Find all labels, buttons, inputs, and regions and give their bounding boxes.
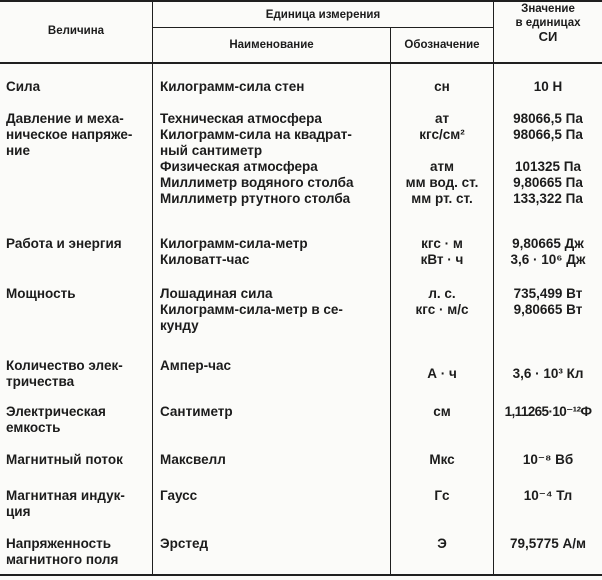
row-quantity xyxy=(6,488,125,520)
table-bottom-rule xyxy=(0,574,602,576)
quantity-line: ническое напряже- xyxy=(6,127,133,142)
unit-name-line: Килограмм-сила стен xyxy=(160,79,305,94)
quantity-line: Количество элек- xyxy=(6,358,123,373)
row-si-value xyxy=(494,236,602,268)
row-unit-name xyxy=(160,79,304,95)
si-value-line: 98066,5 Па xyxy=(513,111,583,126)
unit-name-line: Техническая атмосфера xyxy=(160,111,322,126)
quantity-line: Работа и энергия xyxy=(6,236,122,251)
quantity-line: магнитного поля xyxy=(6,552,119,567)
header-bottom-rule xyxy=(0,62,602,64)
quantity-line: Магнитный поток xyxy=(6,452,123,467)
row-unit-symbol xyxy=(391,286,493,318)
row-si-value: 79,5775 А/м xyxy=(509,536,587,551)
si-value-line: 133,322 Па xyxy=(513,191,583,206)
si-value-line: 101325 Па xyxy=(514,159,581,174)
si-value-line xyxy=(494,143,602,159)
unit-name-line: Максвелл xyxy=(160,452,226,467)
unit-symbol-line: кгс · м/с xyxy=(415,302,469,317)
unit-name-line: Килограмм-сила-метр xyxy=(160,236,308,251)
unit-name-line: Лошадиная сила xyxy=(160,286,273,301)
header-si-line-3: СИ xyxy=(538,29,558,44)
header-unit: Единица измерения xyxy=(265,9,381,21)
unit-symbol-line: кгс · м xyxy=(421,236,463,251)
row-quantity xyxy=(6,536,118,568)
si-value-line: 9,80665 Вт xyxy=(513,302,583,317)
row-quantity xyxy=(6,286,76,302)
header-si-line-2: в единицах xyxy=(515,17,581,29)
row-si-value: 10⁻⁸ Вб xyxy=(522,452,574,467)
row-unit-name xyxy=(160,111,354,207)
row-unit-symbol xyxy=(391,111,493,207)
unit-name-line: кунду xyxy=(160,318,199,333)
quantity-line: Сила xyxy=(6,79,41,94)
header-quantity: Величина xyxy=(47,25,105,37)
row-unit-symbol: сн xyxy=(434,79,450,94)
quantity-line: емкость xyxy=(6,420,61,435)
unit-name-line: Сантиметр xyxy=(160,404,233,419)
row-quantity xyxy=(6,111,132,159)
unit-name-line: Гаусс xyxy=(160,488,198,503)
row-quantity xyxy=(6,236,122,252)
row-si-value xyxy=(494,286,602,318)
row-si-value: 1,11265·10⁻¹²Ф xyxy=(504,404,592,419)
header-unit-name: Наименование xyxy=(229,39,314,51)
row-unit-symbol: Э xyxy=(437,536,447,551)
quantity-line: тричества xyxy=(6,374,75,389)
unit-name-line: Киловатт-час xyxy=(160,252,250,267)
unit-symbol-line: мм вод. ст. xyxy=(405,175,479,190)
row-unit-name xyxy=(160,236,308,268)
row-unit-name xyxy=(160,452,226,468)
row-unit-symbol: А · ч xyxy=(427,366,457,381)
unit-symbol-line xyxy=(391,143,493,159)
quantity-line: ние xyxy=(6,143,30,158)
quantity-line: Напряженность xyxy=(6,536,112,551)
unit-symbol-line: мм рт. ст. xyxy=(411,191,473,206)
unit-symbol-line: кгс/см² xyxy=(419,127,465,142)
quantity-line: Мощность xyxy=(6,286,76,301)
row-quantity xyxy=(6,404,106,436)
quantity-line: Давление и меха- xyxy=(6,111,124,126)
row-unit-name xyxy=(160,488,197,504)
unit-name-line: Ампер-час xyxy=(160,358,231,373)
row-unit-symbol: Гс xyxy=(434,488,450,503)
quantity-line: Магнитная индук- xyxy=(6,488,125,503)
row-unit-name xyxy=(160,536,208,552)
quantity-line: ция xyxy=(6,504,31,519)
row-si-value: 10 Н xyxy=(533,79,563,94)
row-quantity xyxy=(6,452,123,468)
row-si-value: 3,6 · 10³ Кл xyxy=(512,366,584,381)
row-unit-name xyxy=(160,358,231,374)
si-value-line: 735,499 Вт xyxy=(513,286,583,301)
header-unit-symbol: Обозначение xyxy=(404,39,480,51)
unit-name-line: Эрстед xyxy=(160,536,209,551)
header-si-value xyxy=(494,2,602,44)
row-unit-name xyxy=(160,286,343,334)
row-unit-name xyxy=(160,404,233,420)
si-value-line: 9,80665 Па xyxy=(513,175,583,190)
si-value-line: 9,80665 Дж xyxy=(512,236,584,251)
si-value-line: 98066,5 Па xyxy=(513,127,583,142)
unit-symbol-line: кВт · ч xyxy=(420,252,464,267)
column-divider-1 xyxy=(152,0,153,576)
row-unit-symbol: Мкс xyxy=(429,452,455,467)
row-unit-symbol xyxy=(391,236,493,268)
unit-symbol-line: атм xyxy=(429,159,455,174)
unit-symbol-line: ат xyxy=(434,111,450,126)
unit-name-line: Килограмм-сила на квадрат- xyxy=(160,127,352,142)
unit-symbol-line: л. с. xyxy=(428,286,456,301)
unit-name-line: Миллиметр водяного столба xyxy=(160,175,354,190)
row-quantity xyxy=(6,79,40,95)
unit-name-line: Килограмм-сила-метр в се- xyxy=(160,302,343,317)
quantity-line: Электрическая xyxy=(6,404,106,419)
header-si-line-1: Значение xyxy=(521,3,575,15)
row-quantity xyxy=(6,358,123,390)
header-mid-rule xyxy=(153,27,494,28)
si-value-line: 3,6 · 10⁶ Дж xyxy=(510,252,586,267)
row-unit-symbol: см xyxy=(433,404,451,419)
unit-name-line: ный сантиметр xyxy=(160,143,263,158)
unit-name-line: Миллиметр ртутного столба xyxy=(160,191,351,206)
row-si-value xyxy=(494,111,602,207)
unit-name-line: Физическая атмосфера xyxy=(160,159,318,174)
row-si-value: 10⁻⁴ Тл xyxy=(523,488,573,503)
